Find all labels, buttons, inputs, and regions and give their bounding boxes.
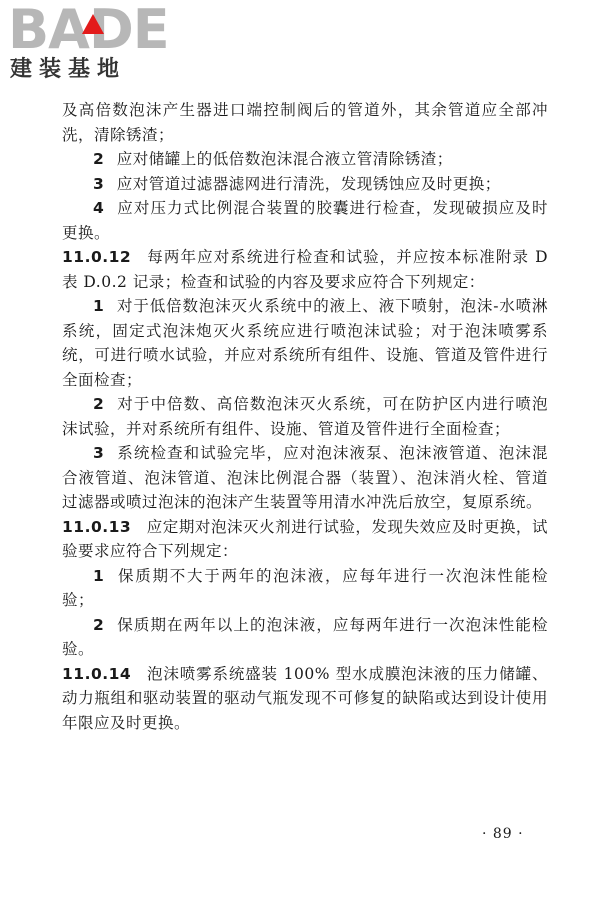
paragraph-text: 保质期在两年以上的泡沫液，应每两年进行一次泡沫性能检验。 (62, 615, 548, 658)
clause-number: 11.0.14 (62, 664, 132, 683)
list-item (62, 441, 548, 515)
paragraph-text: 应定期对泡沫灭火剂进行试验，发现失效应及时更换，试验要求应符合下列规定： (62, 517, 548, 560)
clause-number: 11.0.13 (62, 517, 132, 536)
paragraph-text: 及高倍数泡沫产生器进口端控制阀后的管道外，其余管道应全部冲洗，清除锈渣； (62, 101, 548, 144)
logo-subtitle: 建装基地 (10, 57, 127, 82)
item-number: 1 (93, 297, 105, 315)
list-item (62, 564, 548, 613)
clause-11-0-12 (62, 245, 548, 294)
paragraph-text: 泡沫喷雾系统盛装 100% 型水成膜泡沫液的压力储罐、动力瓶组和驱动装置的驱动气瓶发现不可修复的缺陷或达到设计使用年限应及时更换。 (62, 664, 548, 732)
page-number: · 89 · (482, 826, 524, 842)
item-number: 2 (93, 150, 105, 168)
item-number: 3 (93, 444, 105, 462)
paragraph-text: 对于中倍数、高倍数泡沫灭火系统，可在防护区内进行喷泡沫试验，并对系统所有组件、设施、管道及管件进行全面检查； (62, 395, 548, 438)
item-number: 2 (93, 615, 105, 634)
list-item (62, 147, 548, 172)
item-number: 2 (93, 395, 105, 413)
paragraph-text: 系统检查和试验完毕，应对泡沫液泵、泡沫液管道、泡沫混合液管道、泡沫管道、泡沫比例混合器（装置）、泡沫消火栓、管道过滤器或喷过泡沫的泡沫产生装置等用清水冲洗后放空，复原系统。 (62, 444, 548, 511)
item-number: 1 (93, 566, 105, 585)
list-item (62, 613, 548, 662)
list-item (62, 294, 548, 392)
paragraph-text: 应对压力式比例混合装置的胶囊进行检查，发现破损应及时更换。 (62, 199, 548, 242)
paragraph-continuation (62, 98, 548, 147)
document-body (62, 98, 548, 735)
logo-wordmark: BADE (8, 0, 169, 61)
clause-11-0-13 (62, 515, 548, 564)
paragraph-text: 应对管道过滤器滤网进行清洗，发现锈蚀应及时更换； (116, 174, 501, 193)
list-item (62, 172, 548, 197)
paragraph-text: 应对储罐上的低倍数泡沫混合液立管清除锈渣； (116, 150, 453, 168)
list-item (62, 196, 548, 245)
item-number: 3 (93, 174, 105, 193)
clause-number: 11.0.12 (62, 248, 132, 266)
bade-logo (8, 0, 178, 86)
paragraph-text: 对于低倍数泡沫灭火系统中的液上、液下喷射，泡沫-水喷淋系统，固定式泡沫炮灭火系统应进行喷泡沫试验；对于泡沫喷雾系统，可进行喷水试验，并应对系统所有组件、设施、管道及管件进行全面检查； (62, 297, 548, 389)
paragraph-text: 每两年应对系统进行检查和试验，并应按本标准附录 D 表 D.0.2 记录；检查和试验的内容及要求应符合下列规定： (62, 248, 548, 291)
item-number: 4 (93, 199, 105, 217)
list-item (62, 392, 548, 441)
logo-red-triangle-icon (82, 14, 104, 34)
clause-11-0-14 (62, 662, 548, 736)
paragraph-text: 保质期不大于两年的泡沫液，应每年进行一次泡沫性能检验； (62, 566, 548, 609)
